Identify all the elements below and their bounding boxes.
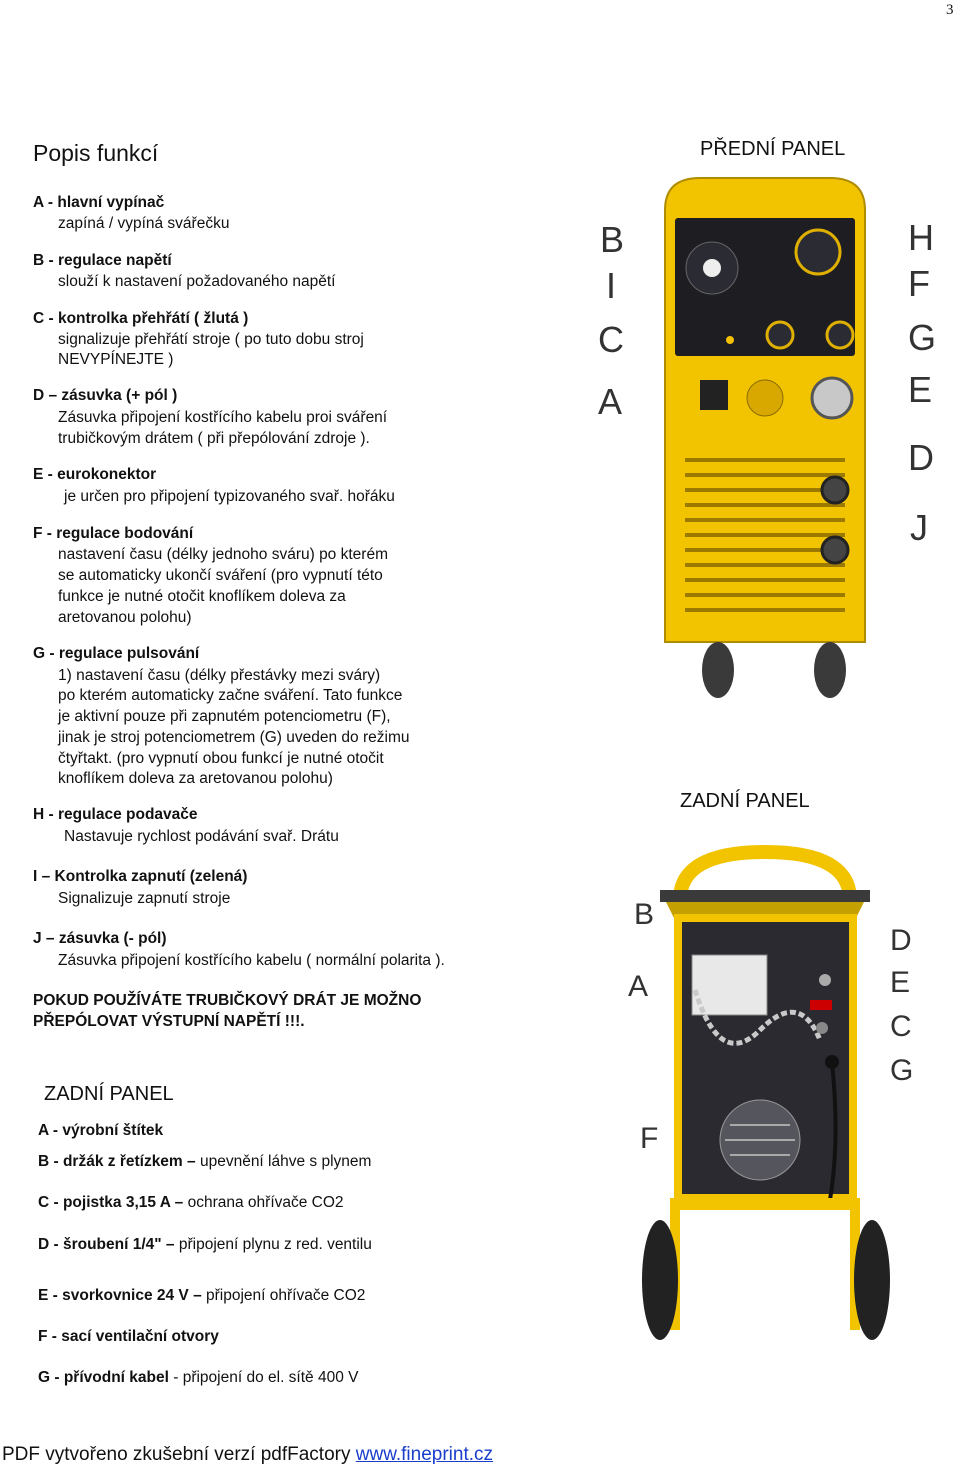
func-f-text-1: nastavení času (délky jednoho sváru) po kterém bbox=[58, 546, 388, 563]
rear-panel-photo bbox=[600, 840, 930, 1360]
front-label-c: C bbox=[598, 319, 624, 360]
func-g-heading: G - regulace pulsování bbox=[33, 645, 200, 662]
eurokonektor-icon bbox=[812, 378, 852, 418]
rear-item-a: A - výrobní štítek bbox=[38, 1122, 164, 1139]
front-label-f: F bbox=[908, 263, 930, 304]
func-d-heading: D – zásuvka (+ pól ) bbox=[33, 387, 178, 404]
func-d-text-1: Zásuvka připojení kostřícího kabelu proi sváření bbox=[58, 409, 388, 426]
front-label-g: G bbox=[908, 317, 937, 358]
feeder-knob-icon bbox=[796, 230, 840, 274]
page-number: 3 bbox=[946, 2, 954, 18]
rear-wheel-right-icon bbox=[854, 1220, 890, 1340]
fuse-icon bbox=[816, 1022, 828, 1034]
gas-fitting-icon bbox=[819, 974, 831, 986]
front-label-d: D bbox=[908, 437, 934, 478]
rear-label-e: E bbox=[890, 966, 911, 999]
rear-label-g: G bbox=[890, 1054, 914, 1087]
front-label-b: B bbox=[600, 219, 625, 260]
rear-wheel-left-icon bbox=[642, 1220, 678, 1340]
minus-socket-icon bbox=[822, 537, 848, 563]
func-f-heading: F - regulace bodování bbox=[33, 525, 194, 542]
front-label-j: J bbox=[910, 507, 928, 548]
front-label-i: I bbox=[606, 265, 617, 306]
rear-item-d: D - šroubení 1/4" – připojení plynu z red. ventilu bbox=[38, 1236, 372, 1253]
rear-label-f: F bbox=[640, 1122, 659, 1155]
rear-item-b: B - držák z řetízkem – upevnění láhve s plynem bbox=[38, 1153, 372, 1170]
func-a-text: zapíná / vypíná svářečku bbox=[58, 215, 230, 232]
func-g-text-5: čtyřtakt. (pro vypnutí obou funkcí je nutné otočit bbox=[58, 750, 384, 767]
spot-knob-icon bbox=[767, 322, 793, 348]
overheat-lamp-icon bbox=[726, 336, 734, 344]
func-b-text: slouží k nastavení požadovaného napětí bbox=[58, 273, 336, 290]
rear-label-d: D bbox=[890, 924, 912, 957]
warning-line-1: POKUD POUŽÍVÁTE TRUBIČKOVÝ DRÁT JE MOŽNO bbox=[33, 992, 422, 1009]
front-label-h: H bbox=[908, 217, 934, 258]
func-a-heading: A - hlavní vypínač bbox=[33, 194, 165, 211]
rating-plate-icon bbox=[692, 955, 767, 1015]
front-label-a: A bbox=[598, 381, 623, 422]
func-d-text-2: trubičkovým drátem ( při přepólování zdroje ). bbox=[58, 430, 370, 447]
rear-panel-heading: ZADNÍ PANEL bbox=[44, 1083, 174, 1105]
rear-item-c: C - pojistka 3,15 A – ochrana ohřívače CO2 bbox=[38, 1194, 344, 1211]
page-title: Popis funkcí bbox=[33, 140, 159, 166]
func-g-text-1: 1) nastavení času (délky přestávky mezi sváry) bbox=[58, 667, 381, 684]
func-b-heading: B - regulace napětí bbox=[33, 252, 172, 269]
func-e-text: je určen pro připojení typizovaného svař. hořáku bbox=[64, 488, 395, 505]
func-h-text: Nastavuje rychlost podávání svař. Drátu bbox=[64, 828, 339, 845]
func-g-text-2: po kterém automaticky začne sváření. Tato funkce bbox=[58, 687, 403, 704]
rear-label-b: B bbox=[634, 898, 655, 931]
footer-link[interactable]: www.fineprint.cz bbox=[355, 1444, 494, 1465]
pulse-knob-icon bbox=[827, 322, 853, 348]
rear-panel-label: ZADNÍ PANEL bbox=[680, 790, 810, 812]
func-h-heading: H - regulace podavače bbox=[33, 806, 198, 823]
front-label-e: E bbox=[908, 369, 933, 410]
func-j-heading: J – zásuvka (- pól) bbox=[33, 930, 167, 947]
plus-socket-icon bbox=[822, 477, 848, 503]
func-f-text-3: funkce je nutné otočit knoflíkem doleva za bbox=[58, 588, 346, 605]
func-e-heading: E - eurokonektor bbox=[33, 466, 157, 483]
func-i-heading: I – Kontrolka zapnutí (zelená) bbox=[33, 868, 248, 885]
func-j-text: Zásuvka připojení kostřícího kabelu ( normální polarita ). bbox=[58, 952, 445, 969]
rear-item-f: F - sací ventilační otvory bbox=[38, 1328, 219, 1345]
main-switch-icon bbox=[700, 380, 728, 410]
rear-label-a: A bbox=[628, 970, 649, 1003]
func-i-text: Signalizuje zapnutí stroje bbox=[58, 890, 231, 907]
func-g-text-6: knoflíkem doleva za aretovanou polohu) bbox=[58, 770, 333, 787]
rear-item-e: E - svorkovnice 24 V – připojení ohřívače CO2 bbox=[38, 1287, 366, 1304]
func-g-text-3: je aktivní pouze při zapnutém potenciometru (F), bbox=[58, 708, 391, 725]
func-g-text-4: jinak je stroj potenciometrem (G) uveden do režimu bbox=[58, 729, 410, 746]
func-c-text-1: signalizuje přehřátí stroje ( po tuto dobu stroj bbox=[58, 331, 364, 348]
warning-line-2: PŘEPÓLOVAT VÝSTUPNÍ NAPĚTÍ !!!. bbox=[33, 1013, 305, 1030]
front-wheel-icon bbox=[702, 642, 734, 698]
rear-item-g: G - přívodní kabel - připojení do el. sítě 400 V bbox=[38, 1369, 359, 1386]
func-f-text-2: se automaticky ukončí sváření (pro vypnutí této bbox=[58, 567, 383, 584]
func-c-text-2: NEVYPÍNEJTE ) bbox=[58, 351, 174, 368]
func-f-text-4: aretovanou polohu) bbox=[58, 609, 192, 626]
func-c-heading: C - kontrolka přehřátí ( žlutá ) bbox=[33, 310, 249, 327]
front-panel-photo bbox=[590, 170, 950, 710]
front-panel-label: PŘEDNÍ PANEL bbox=[700, 138, 846, 160]
terminal-icon bbox=[810, 1000, 832, 1010]
logo-icon bbox=[747, 380, 783, 416]
rear-label-c: C bbox=[890, 1010, 912, 1043]
footer: PDF vytvořeno zkušební verzí pdfFactory www.fineprint.cz bbox=[2, 1444, 494, 1465]
